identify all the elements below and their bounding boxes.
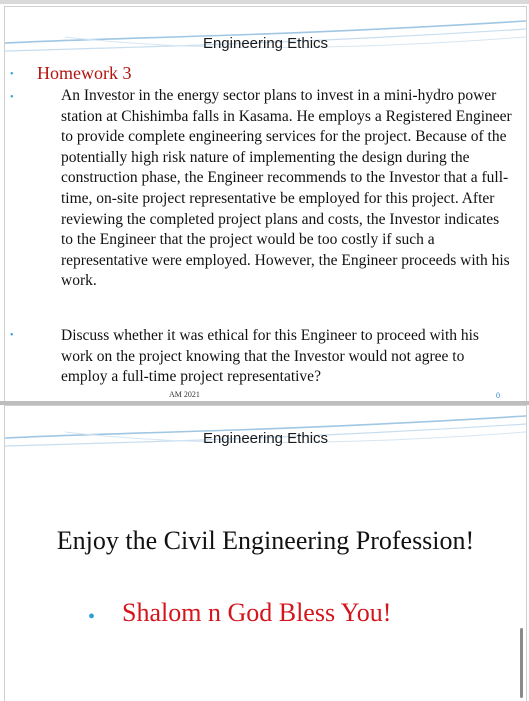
slide-header: Engineering Ethics (202, 35, 329, 52)
bullet-dot: • (88, 606, 96, 628)
homework-title: Homework 3 (37, 63, 132, 83)
bullet-dot: • (10, 92, 14, 103)
slide-footer: AM 2021 (169, 390, 200, 399)
page-number: 0 (496, 391, 500, 400)
slide-homework (4, 6, 527, 403)
discussion-question: Discuss whether it was ethical for this Engineer to proceed with his work on the project knowing that the Investor would not agree to employ a full-time project representative? (61, 327, 479, 386)
window-top-edge (0, 0, 529, 4)
bullet-dot: • (10, 69, 14, 80)
slide-header: Engineering Ethics (202, 430, 329, 447)
problem-statement: An Investor in the energy sector plans to invest in a mini-hydro power station at Chishimba falls in Kasama. He employs a Registered Engineer to provide complete engineering services for the project. Because of the potentially high risk nature of implementing the design during the construction phase, the Engineer recommends to the Investor that a full-time, on-site project representative be employed for this project. After reviewing the completed project plans and costs, the Investor indicates to the Engineer that the project would be too costly if such a representative were employed. However, the Engineer proceeds with his work. (61, 87, 512, 290)
blessing-bullet: Shalom n God Bless You! (122, 598, 392, 627)
closing-message: Enjoy the Civil Engineering Profession! (56, 526, 475, 555)
bullet-dot: • (10, 330, 14, 341)
vertical-scrollbar[interactable] (520, 628, 523, 698)
slide-closing (4, 405, 527, 701)
